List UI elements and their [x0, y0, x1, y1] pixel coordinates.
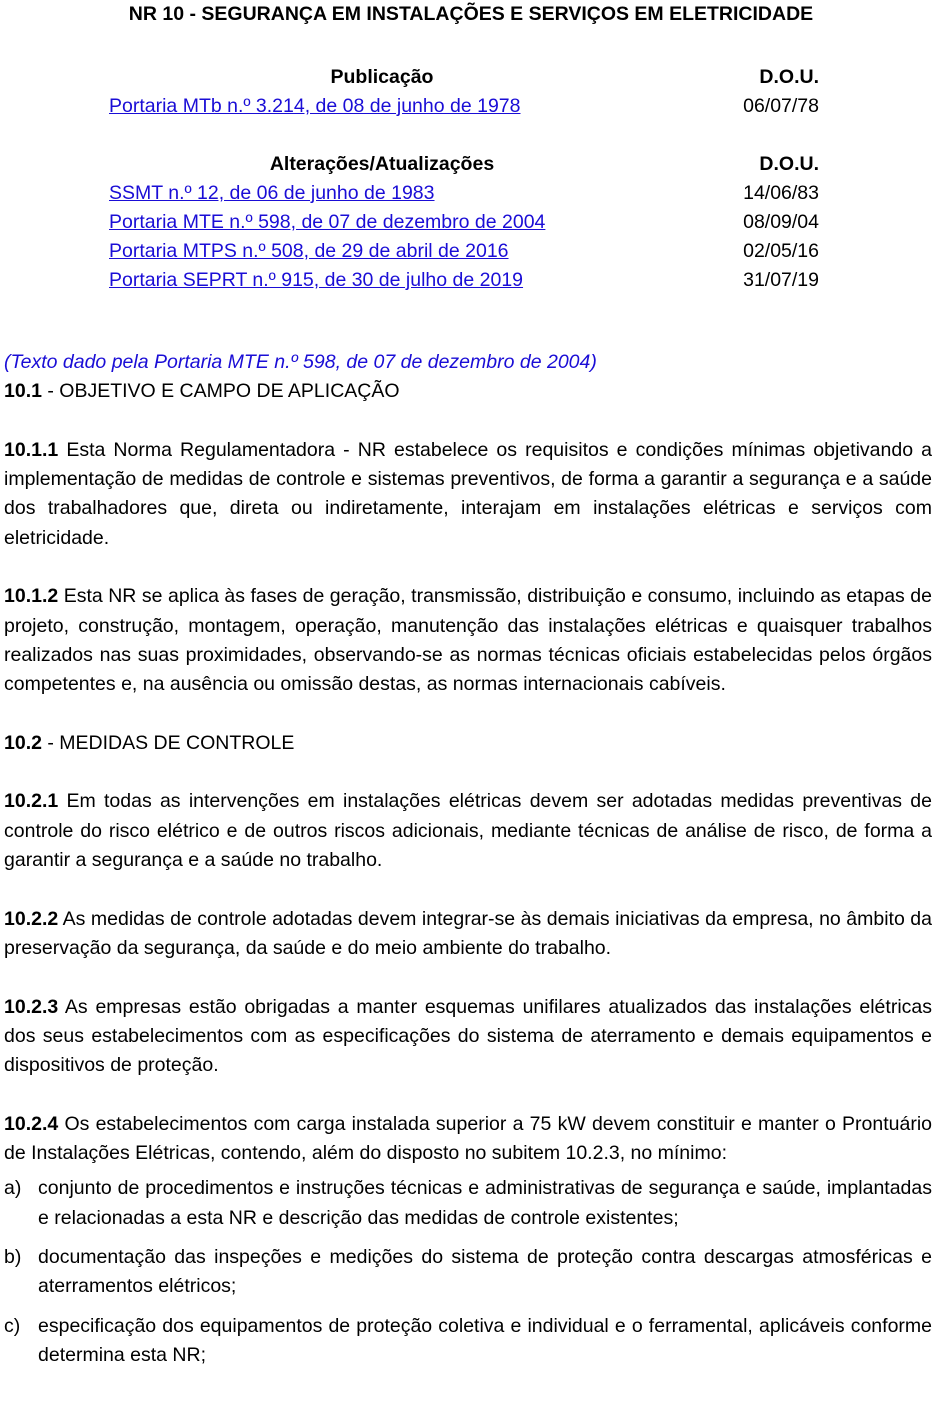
paragraph-number: 10.2.4	[4, 1112, 59, 1135]
paragraph-10-1-2	[4, 582, 932, 699]
paragraph-text: Os estabelecimentos com carga instalada superior a 75 kW devem constituir e manter o Prontuário de Instalações Elétricas, contendo, além do disposto no subitem 10.2.3, no mínimo:	[4, 1112, 932, 1165]
section-number: 10.1	[4, 380, 42, 403]
paragraph-10-2-1	[4, 787, 932, 875]
updates-heading: Alterações/Atualizações	[269, 153, 495, 175]
paragraph-10-2-4	[4, 1110, 932, 1169]
paragraph-text: Esta Norma Regulamentadora - NR estabelece os requisitos e condições mínimas objetivando a implementação de medidas de controle e sistemas preventivos, de forma a garantir a segurança e a saúde dos trabalhadores que, direta ou indiretamente, interajam em instalações elétricas e serviços com eletricidade.	[4, 438, 932, 549]
section-number: 10.2	[4, 731, 42, 754]
publication-heading: Publicação	[330, 66, 434, 88]
list-item	[4, 1312, 932, 1371]
paragraph-text: Esta NR se aplica às fases de geração, transmissão, distribuição e consumo, incluindo as etapas de projeto, construção, montagem, operação, manutenção das instalações elétricas e quaisquer trabalhos realizados nas suas proximidades, observando-se as normas técnicas oficiais estabelecidas pelos órgãos competentes e, na ausência ou omissão destas, as normas internacionais cabíveis.	[4, 585, 932, 696]
update-date: 08/09/04	[743, 211, 819, 233]
section-title: - OBJETIVO E CAMPO DE APLICAÇÃO	[41, 380, 400, 403]
list-item-marker: b)	[4, 1245, 22, 1268]
paragraph-10-1-1	[4, 436, 932, 553]
list-item-text: conjunto de procedimentos e instruções técnicas e administrativas de segurança e saúde, implantadas e relacionadas a esta NR e descrição das medidas de controle existentes;	[38, 1177, 932, 1229]
list-item-marker: c)	[4, 1314, 21, 1337]
update-row	[109, 179, 819, 208]
update-link[interactable]: Portaria MTE n.º 598, de 07 de dezembro de 2004	[109, 211, 546, 233]
paragraph-number: 10.2.1	[4, 790, 59, 813]
update-row	[109, 237, 819, 266]
updates-header	[109, 150, 819, 179]
section-title: - MEDIDAS DE CONTROLE	[41, 731, 295, 754]
update-link[interactable]: Portaria MTPS n.º 508, de 29 de abril de 2016	[109, 240, 509, 262]
paragraph-number: 10.1.1	[4, 438, 59, 461]
update-link[interactable]: SSMT n.º 12, de 06 de junho de 1983	[109, 182, 435, 204]
paragraph-10-2-3	[4, 993, 932, 1081]
update-link[interactable]: Portaria SEPRT n.º 915, de 30 de julho de 2019	[109, 269, 524, 291]
publication-header	[109, 63, 819, 92]
amendment-note: (Texto dado pela Portaria MTE n.º 598, de 07 de dezembro de 2004)	[4, 351, 597, 373]
update-row	[109, 208, 819, 237]
update-date: 02/05/16	[743, 240, 819, 262]
paragraph-number: 10.1.2	[4, 585, 59, 608]
paragraph-number: 10.2.2	[4, 907, 59, 930]
updates-dou-heading: D.O.U.	[759, 153, 819, 175]
document-title: NR 10 - SEGURANÇA EM INSTALAÇÕES E SERVIÇOS EM ELETRICIDADE	[128, 3, 814, 25]
list-item-text: especificação dos equipamentos de proteção coletiva e individual e o ferramental, aplicáveis conforme determina esta NR;	[38, 1314, 932, 1366]
section-heading-10-2	[4, 729, 932, 758]
update-row	[109, 266, 819, 295]
paragraph-10-2-2	[4, 905, 932, 964]
section-heading-10-1	[4, 377, 932, 406]
paragraph-number: 10.2.3	[4, 995, 59, 1018]
list-item	[4, 1243, 932, 1302]
update-date: 14/06/83	[743, 182, 819, 204]
list-item-text: documentação das inspeções e medições do sistema de proteção contra descargas atmosféricas e aterramentos elétricos;	[38, 1245, 932, 1298]
list-item	[4, 1174, 932, 1233]
publication-date: 06/07/78	[743, 95, 819, 117]
publication-row	[109, 92, 819, 121]
publication-link[interactable]: Portaria MTb n.º 3.214, de 08 de junho de 1978	[109, 95, 521, 117]
paragraph-text: As empresas estão obrigadas a manter esquemas unifilares atualizados das instalações elétricas dos seus estabelecimentos com as especificações do sistema de aterramento e demais equipamentos e dispositivos de proteção.	[4, 995, 932, 1077]
publication-dou-heading: D.O.U.	[759, 66, 819, 88]
paragraph-text: Em todas as intervenções em instalações elétricas devem ser adotadas medidas preventivas de controle do risco elétrico e de outros riscos adicionais, mediante técnicas de análise de risco, de forma a garantir a segurança e a saúde no trabalho.	[4, 790, 932, 872]
paragraph-text: As medidas de controle adotadas devem integrar-se às demais iniciativas da empresa, no âmbito da preservação da segurança, da saúde e do meio ambiente do trabalho.	[4, 907, 932, 959]
norm-body	[4, 348, 932, 1380]
update-date: 31/07/19	[743, 269, 819, 291]
list-item-marker: a)	[4, 1177, 22, 1200]
